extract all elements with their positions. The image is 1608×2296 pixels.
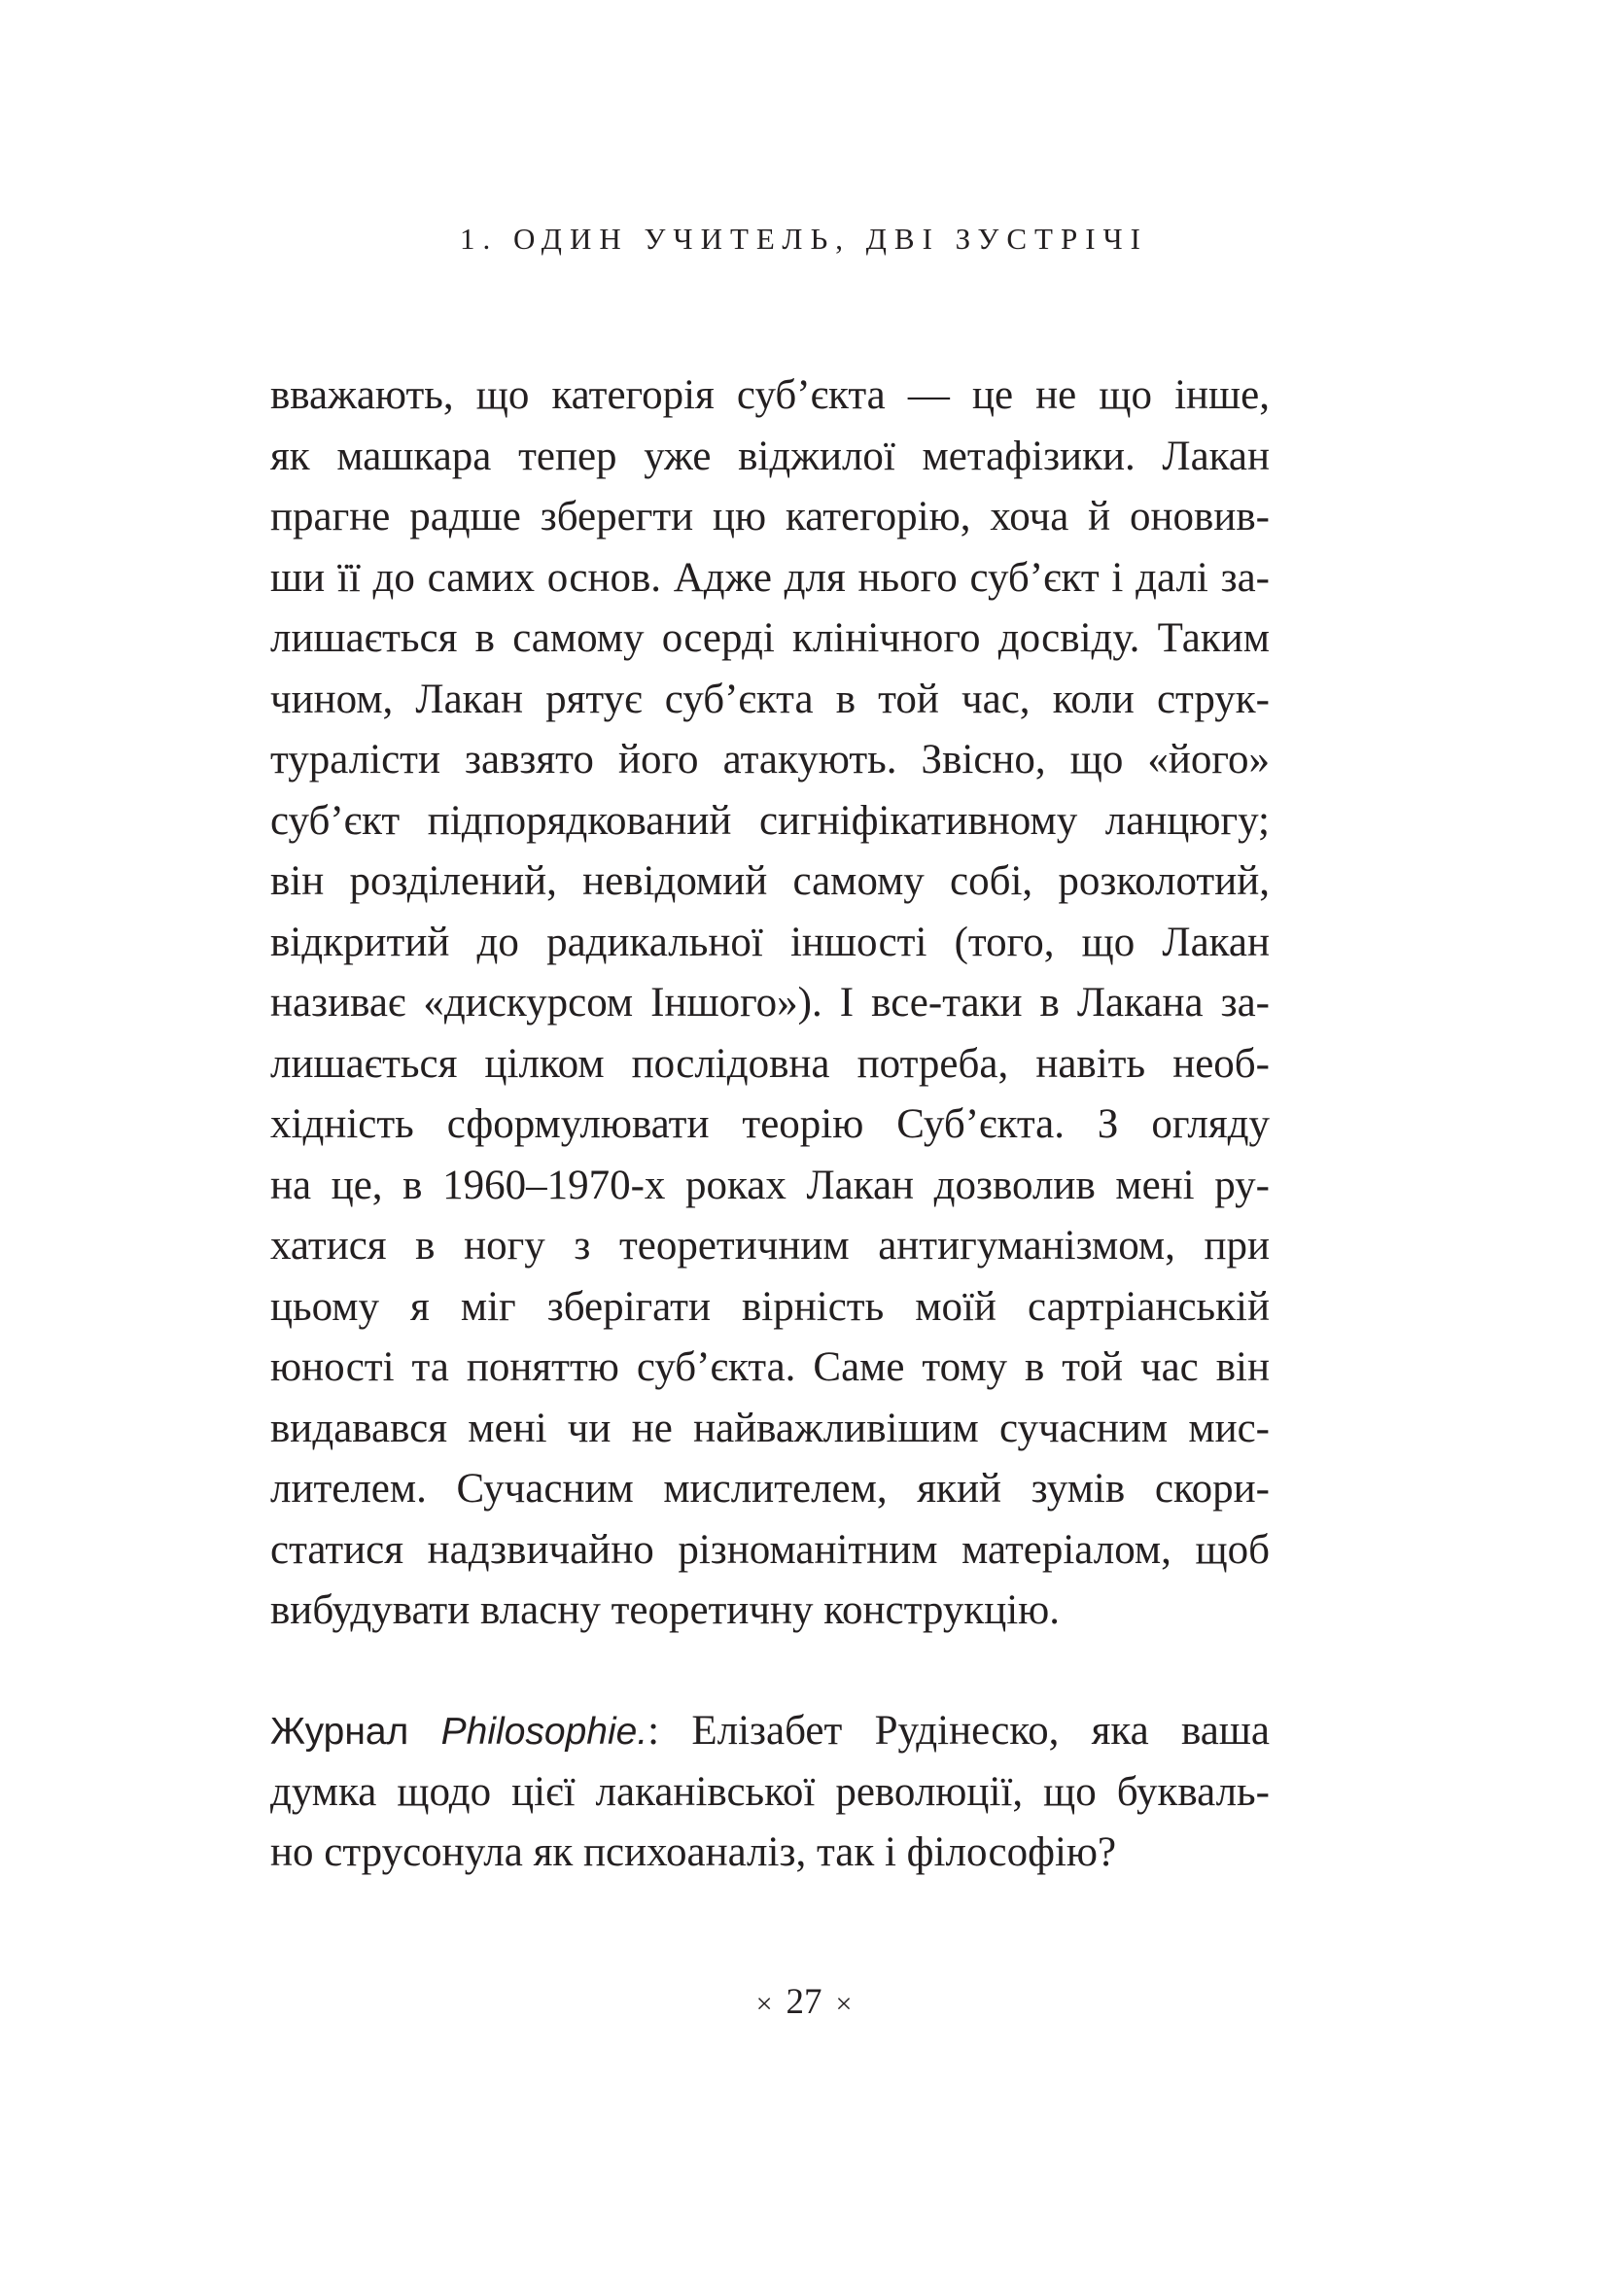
ornament-left: × xyxy=(755,1988,773,2020)
text-line: видавався мені чи не найважливішим сучасним мис- xyxy=(270,1405,1270,1451)
text-line: туралісти завзято його атакують. Звісно, що «його» xyxy=(270,737,1270,783)
journal-name: Philosophie. xyxy=(440,1711,648,1753)
text-line: чином, Лакан рятує суб’єкта в той час, коли струк- xyxy=(270,676,1270,722)
question-text: Елізабет Рудінеско, яка ваша xyxy=(659,1708,1270,1754)
page-number-value: 27 xyxy=(786,1982,822,2022)
text-line: суб’єкт підпорядкований сигніфікативному ланцюгу; xyxy=(270,797,1270,844)
text-line: вважають, що категорія суб’єкта — це не що інше, xyxy=(270,372,1270,418)
speaker-prefix: Журнал xyxy=(270,1711,441,1753)
speaker-colon: : xyxy=(647,1708,660,1754)
running-head: 1. ОДИН УЧИТЕЛЬ, ДВІ ЗУСТРІЧІ xyxy=(459,222,1149,256)
text-line: статися надзвичайно різноманітним матеріалом, щоб xyxy=(270,1526,1270,1573)
interview-question xyxy=(270,1701,1270,1884)
text-line: юності та поняттю суб’єкта. Саме тому в той час він xyxy=(270,1344,1270,1390)
ornament-right: × xyxy=(835,1988,853,2020)
page-number xyxy=(0,1981,1608,2023)
body-paragraph xyxy=(270,365,1270,1642)
text-line: лишається цілком послідовна потреба, навіть необ- xyxy=(270,1040,1270,1087)
text-line: хідність сформулювати теорію Суб’єкта. З огляду xyxy=(270,1101,1270,1147)
text-line: ши її до самих основ. Адже для нього суб’єкт і далі за- xyxy=(270,554,1270,601)
speaker-label xyxy=(270,1711,647,1753)
text-line: лишається в самому осерді клінічного досвіду. Таким xyxy=(270,615,1270,661)
question-line: но струсонула як психоаналіз, так і філософію? xyxy=(270,1829,1117,1875)
text-line: цьому я міг зберігати вірність моїй сартріанській xyxy=(270,1283,1270,1330)
text-line: хатися в ногу з теоретичним антигуманізмом, при xyxy=(270,1223,1270,1269)
text-line: прагне радше зберегти цю категорію, хоча й оновив- xyxy=(270,494,1270,539)
question-line: думка щодо цієї лаканівської революції, що букваль- xyxy=(270,1768,1270,1815)
text-line: як машкара тепер уже віджилої метафізики. Лакан xyxy=(270,433,1270,479)
question-line-first xyxy=(270,1701,1270,1762)
text-line: вибудувати власну теоретичну конструкцію. xyxy=(270,1587,1061,1633)
text-line: називає «дискурсом Іншого»). І все-таки в Лакана за- xyxy=(270,980,1270,1026)
text-line: відкритий до радикальної іншості (того, що Лакан xyxy=(270,919,1270,965)
text-line: він розділений, невідомий самому собі, розколотий, xyxy=(270,858,1270,904)
text-line: на це, в 1960–1970-х роках Лакан дозволив мені ру- xyxy=(270,1162,1270,1208)
text-line: лителем. Сучасним мислителем, який зумів скори- xyxy=(270,1466,1270,1512)
